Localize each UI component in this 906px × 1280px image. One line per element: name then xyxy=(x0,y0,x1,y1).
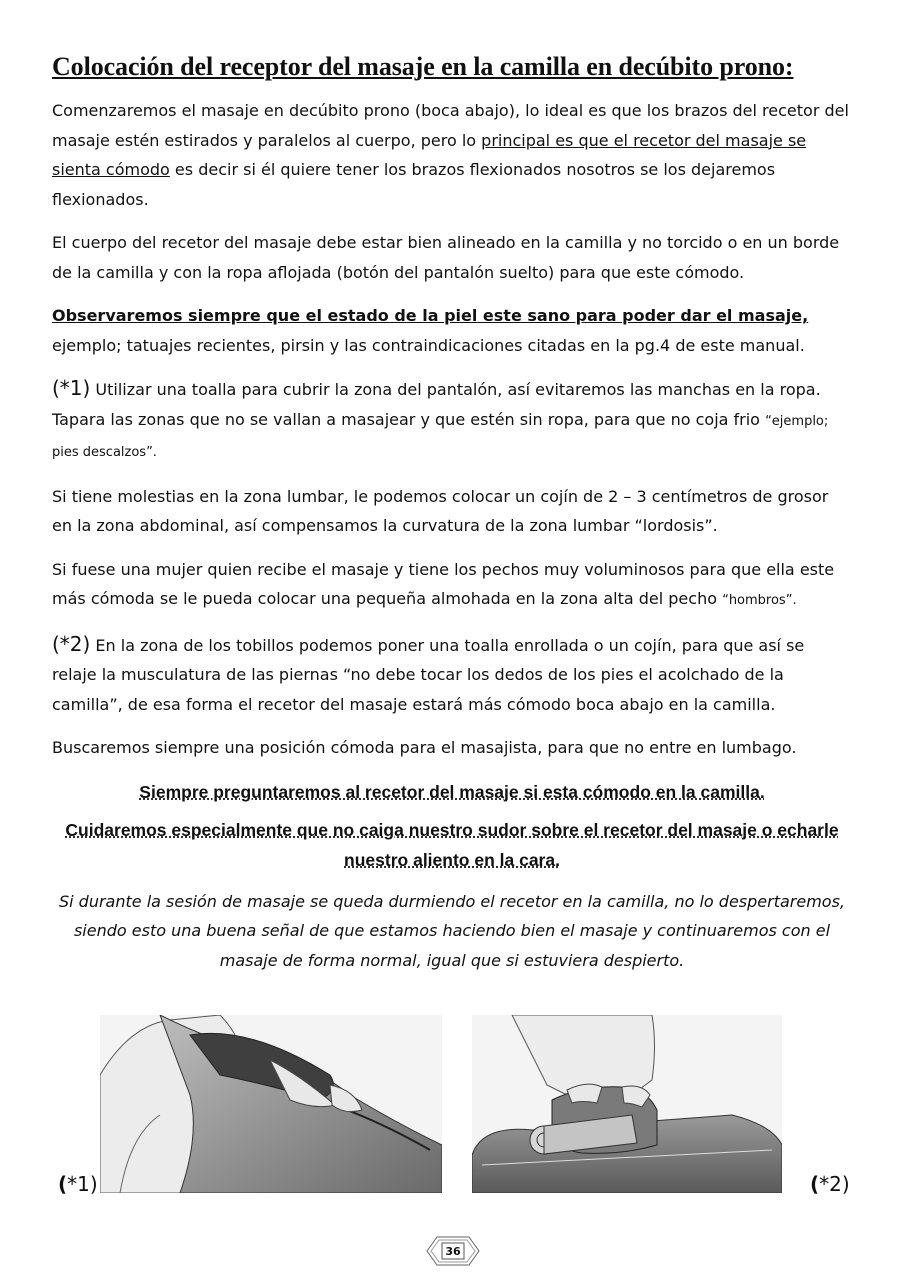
p6-text: Si fuese una mujer quien recibe el masaje y tiene los pechos muy voluminosos para que ella este más cómoda se le pueda colocar una pequeña almohada en la zona alta del pecho xyxy=(52,559,835,608)
p4-text: Utilizar una toalla para cubrir la zona del pantalón, así evitaremos las manchas en la ropa. Tapara las zonas que no se vallan a masajear y que estén sin ropa, para que no coja frio xyxy=(52,380,821,429)
note-mark-1: (*1) xyxy=(52,376,91,400)
p3-bold: Observaremos siempre que el estado de la piel este sano para poder dar el masaje, xyxy=(52,306,809,325)
paragraph-lumbar-cushion: Si tiene molestias en la zona lumbar, le podemos colocar un cojín de 2 – 3 centímetros de grosor en la zona abdominal, así compensamos la curvatura de la zona lumbar “lordosis”. xyxy=(52,486,829,535)
page-number: 36 xyxy=(445,1245,461,1258)
p3-rest: ejemplo; tatuajes recientes, pirsin y las contraindicaciones citadas en la pg.4 de este manual. xyxy=(52,335,805,355)
p4-small: “ejemplo; pies descalzos”. xyxy=(52,413,829,460)
paragraph-masseur-posture: Buscaremos siempre una posición cómoda para el masajista, para que no entre en lumbago. xyxy=(52,738,797,757)
figure-label-1 xyxy=(58,1172,98,1196)
p1-text-a: Comenzaremos el masaje en decúbito prono (boca abajo), lo ideal es que los brazos del recetor del masaje estén estirados y paralelos al cuerpo, pero lo xyxy=(52,101,849,150)
figure-label-2 xyxy=(810,1172,850,1196)
paragraph-skin-check xyxy=(52,301,852,360)
highlight-comfort: Siempre preguntaremos al recetor del masaje si esta cómodo en la camilla. xyxy=(139,781,765,802)
page-title: Colocación del receptor del masaje en la camilla en decúbito prono: xyxy=(52,52,794,81)
illustrations xyxy=(0,1015,906,1195)
p6-small: “hombros”. xyxy=(722,593,797,608)
figure-label-2-text: *2) xyxy=(819,1172,850,1196)
p1-text-b: es decir si él quiere tener los brazos flexionados nosotros se los dejaremos flexionados. xyxy=(52,160,776,209)
page-number-badge xyxy=(423,1233,483,1269)
document-page xyxy=(52,52,852,989)
figure-label-1-paren: ( xyxy=(58,1172,68,1196)
highlight-sweat: Cuidaremos especialmente que no caiga nuestro sudor sobre el recetor del masaje o echarle nuestro aliento en la cara. xyxy=(65,819,839,870)
figure-label-1-text: *1) xyxy=(67,1172,98,1196)
page-number-frame-icon xyxy=(423,1233,483,1269)
paragraph-chest-pillow xyxy=(52,555,852,616)
paragraph-arms-position xyxy=(52,96,852,214)
p7-text: En la zona de los tobillos podemos poner una toalla enrollada o un cojín, para que así se relaje la musculatura de las piernas “no debe tocar los dedos de los pies el acolchado de la camilla”, de esa forma el recetor del masaje estará más cómodo boca abajo en la camilla. xyxy=(52,635,805,714)
paragraph-towel xyxy=(52,374,852,468)
p1-underlined: principal es que el recetor del masaje se sienta cómodo xyxy=(52,130,807,179)
paragraph-ankle-towel xyxy=(52,630,852,720)
figure-label-2-paren: ( xyxy=(810,1172,820,1196)
towel-cover-illustration xyxy=(100,1015,442,1193)
note-mark-2: (*2) xyxy=(52,631,91,656)
ankle-towel-illustration xyxy=(472,1015,782,1193)
paragraph-body-alignment: El cuerpo del recetor del masaje debe estar bien alineado en la camilla y no torcido o en un borde de la camilla y con la ropa aflojada (botón del pantalón suelto) para que este cómodo. xyxy=(52,233,840,282)
paragraph-sleeping: Si durante la sesión de masaje se queda durmiendo el recetor en la camilla, no lo despertaremos, siendo esto una buena señal de que estamos haciendo bien el masaje y continuaremos con el masaje de forma normal, igual que si estuviera despierto. xyxy=(58,891,845,970)
